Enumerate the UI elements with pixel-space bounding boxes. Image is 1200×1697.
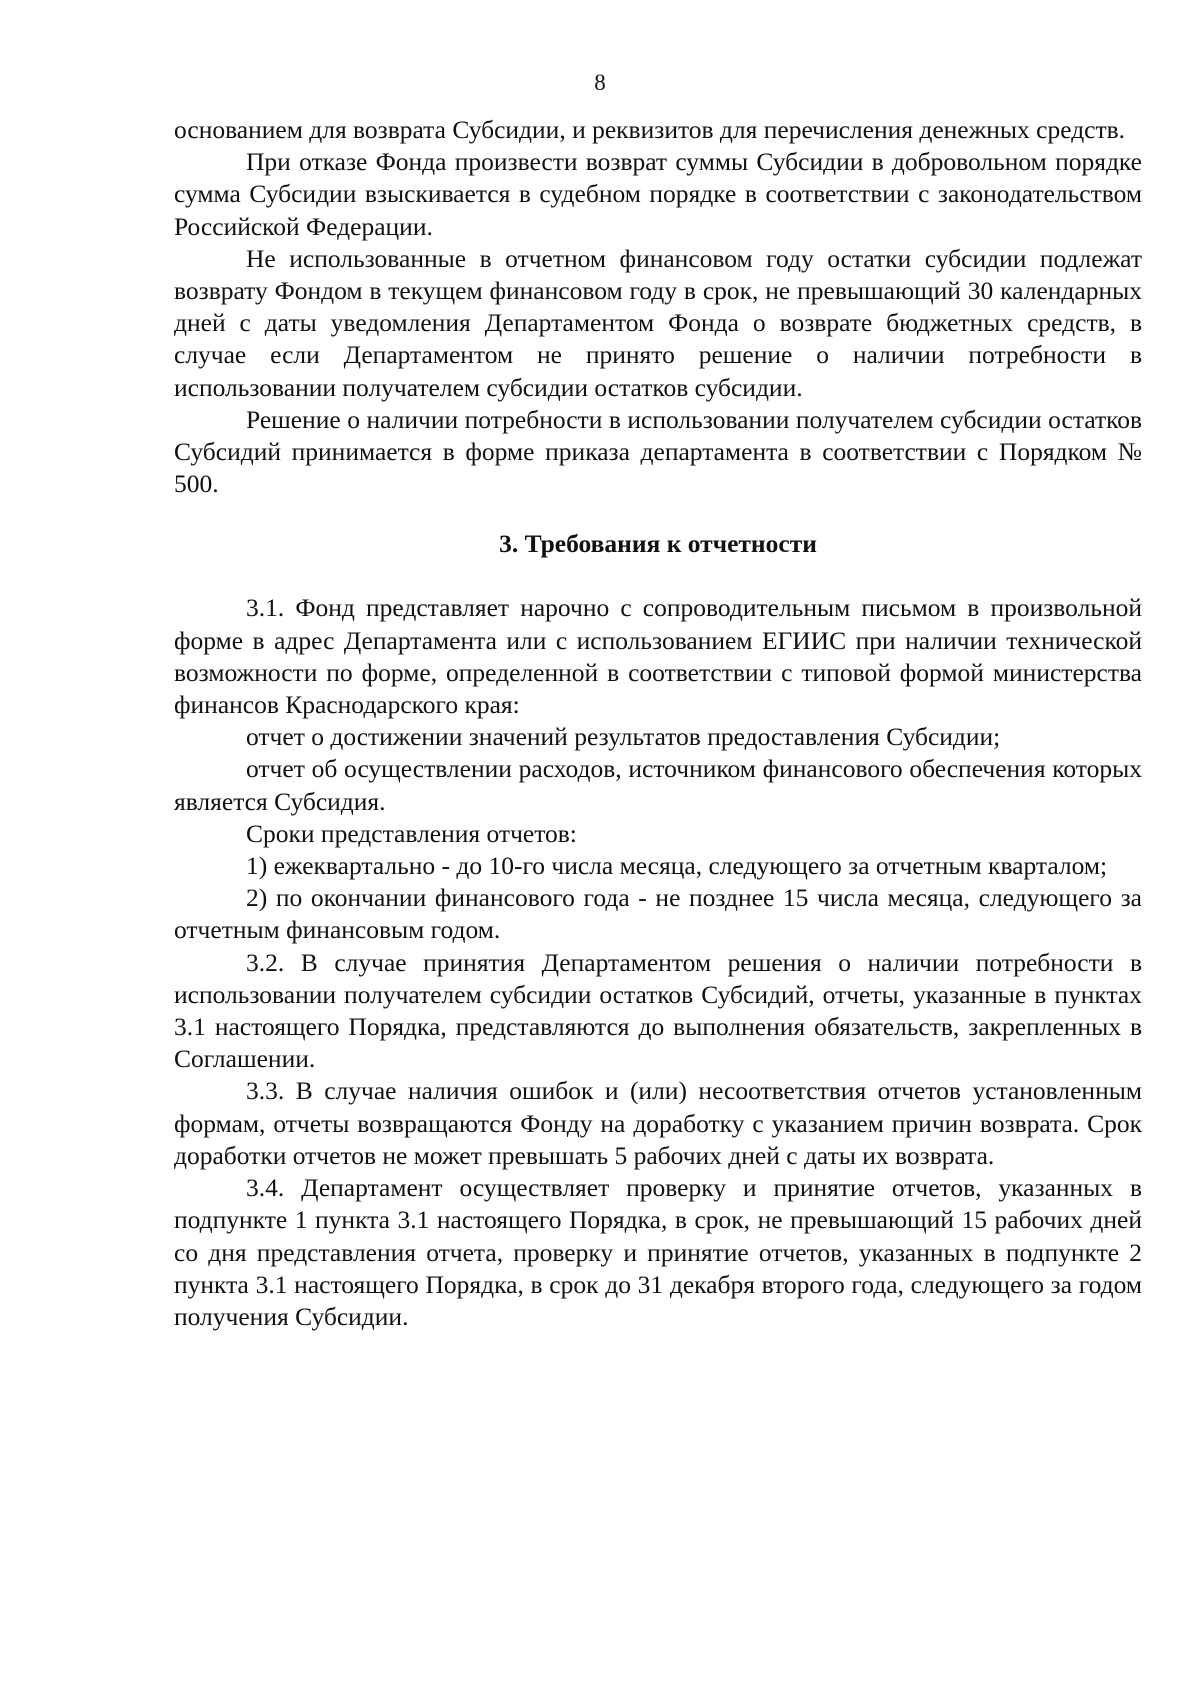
paragraph: 2) по окончании финансового года - не позднее 15 числа месяца, следующего за отчетным финансовым годом. xyxy=(174,883,1142,945)
paragraph: Сроки представления отчетов: xyxy=(246,818,577,848)
paragraph: 3.3. В случае наличия ошибок и (или) несоответствия отчетов установленным формам, отчеты возвращаются Фонду на доработку с указанием причин возврата. Срок доработки отчетов не может превышать 5 рабочих дней с даты их возврата. xyxy=(174,1076,1142,1170)
paragraph: 3.1. Фонд представляет нарочно с сопроводительным письмом в произвольной форме в адрес Департамента или с использованием ЕГИИС при наличии технической возможности по форме, определенной в соответствии с типовой формой министерства финансов Краснодарского края: xyxy=(174,593,1142,720)
paragraph: основанием для возврата Субсидии, и реквизитов для перечисления денежных средств. xyxy=(174,115,1126,144)
paragraph: При отказе Фонда произвести возврат суммы Субсидии в добровольном порядке сумма Субсидии взыскивается в судебном порядке в соответствии с законодательством Российской Федерации. xyxy=(174,147,1142,241)
paragraph: 1) ежеквартально - до 10-го числа месяца, следующего за отчетным кварталом; xyxy=(246,851,1108,881)
paragraph: Не использованные в отчетном финансовом году остатки субсидии подлежат возврату Фондом в текущем финансовом году в срок, не превышающий 30 календарных дней с даты уведомления Департаментом Фонда о возврате бюджетных средств, в случае если Департаментом не принято решение о наличии потребности в использовании получателем субсидии остатков субсидии. xyxy=(174,243,1142,402)
paragraph: отчет о достижении значений результатов предоставления Субсидии; xyxy=(246,722,1001,752)
paragraph: 3.2. В случае принятия Департаментом решения о наличии потребности в использовании получателем субсидии остатков Субсидий, отчеты, указанные в пунктах 3.1 настоящего Порядка, представляются до выполнения обязательств, закрепленных в Соглашении. xyxy=(174,947,1142,1074)
paragraph: Решение о наличии потребности в использовании получателем субсидии остатков Субсидий принимается в форме приказа департамента в соответствии с Порядком № 500. xyxy=(174,404,1142,499)
paragraph: 3.4. Департамент осуществляет проверку и принятие отчетов, указанных в подпункте 1 пункта 3.1 настоящего Порядка, в срок, не превышающий 15 рабочих дней со дня представления отчета, проверку и принятие отчетов, указанных в подпункте 2 пункта 3.1 настоящего Порядка, в срок до 31 декабря второго года, следующего за годом получения Субсидии. xyxy=(174,1173,1142,1331)
document-body xyxy=(174,114,1142,1333)
section-heading: 3. Требования к отчетности xyxy=(499,529,817,559)
paragraph: отчет об осуществлении расходов, источником финансового обеспечения которых является Субсидия. xyxy=(174,754,1142,816)
page-number: 8 xyxy=(594,70,606,95)
